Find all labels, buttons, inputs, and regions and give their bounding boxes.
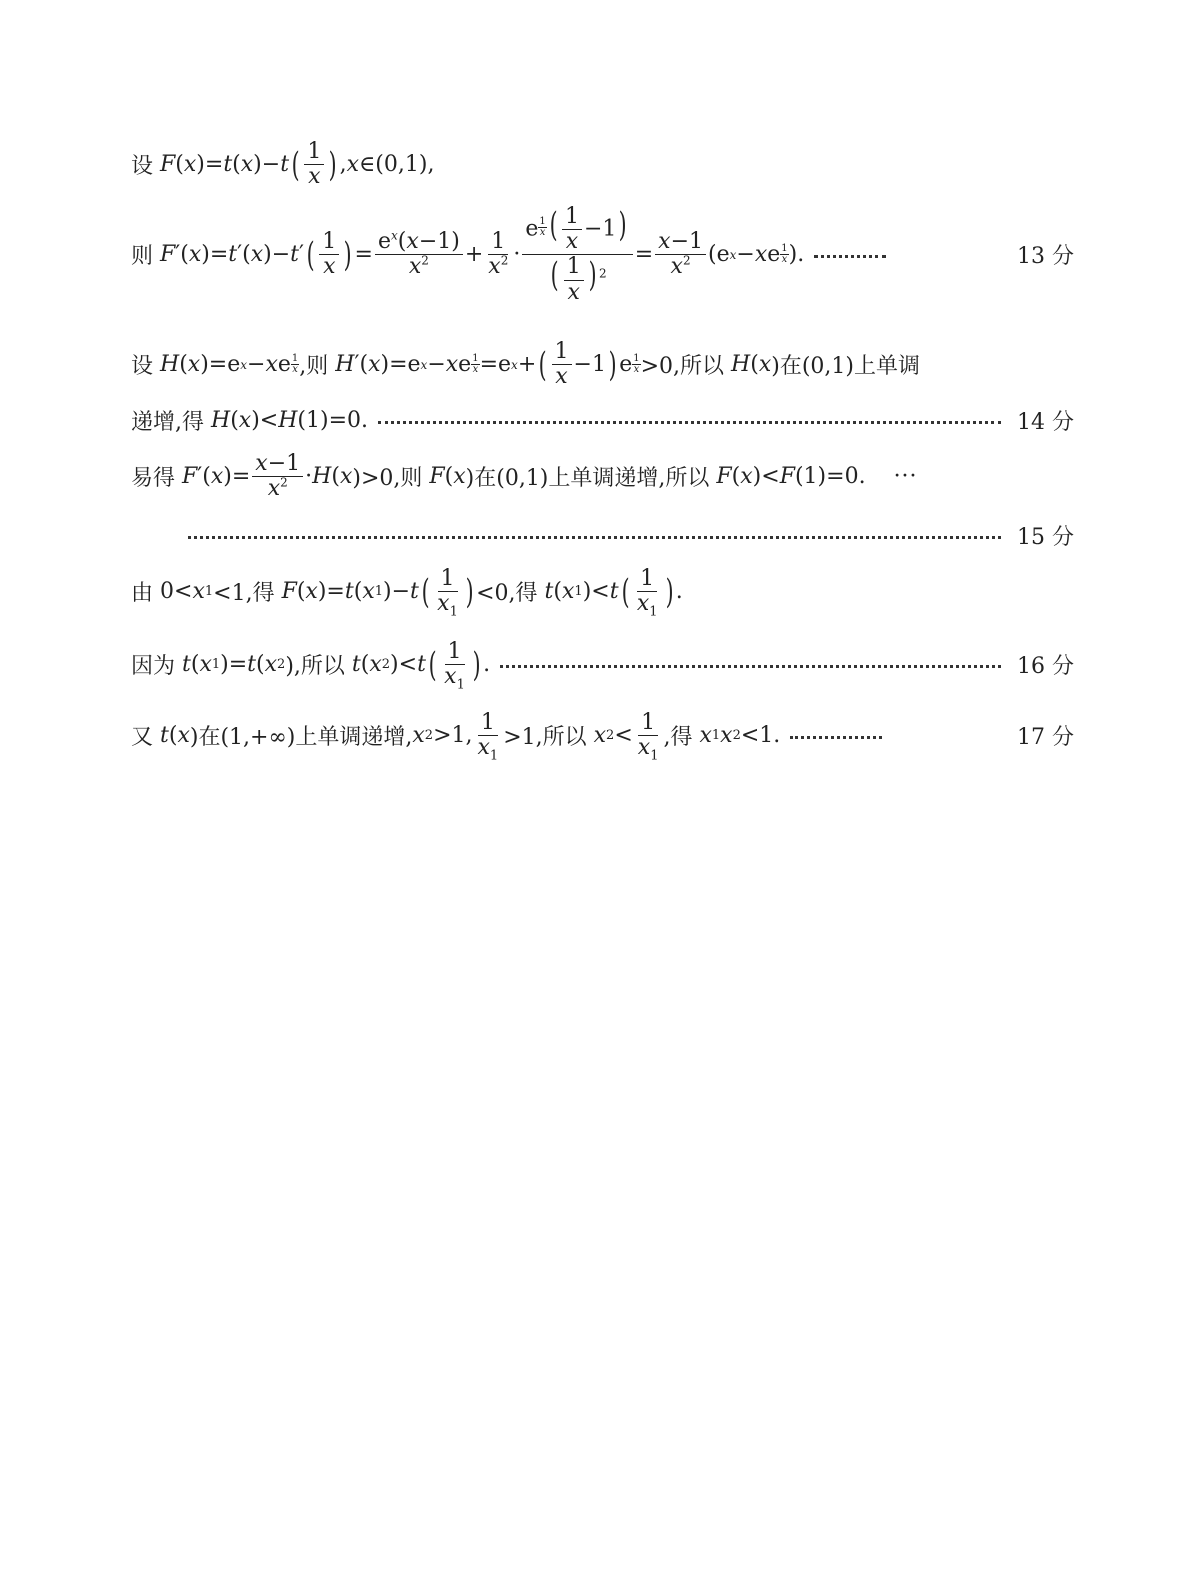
score-16: 16 分 <box>1017 654 1074 680</box>
line-5: 易得 F ′( x )= $\frac{x-1}{x^2}$ · H ( x )>0,则 F ( x )在(0,1)上单调递增,所以 F ( x )< F (1)=0. ··· <box>131 451 918 502</box>
line-3: 设 H ( x )=e x − x e $\frac{1}{x}$ ,则 H ′( x )=e x − x e $\frac{1}{x}$ =e x + ( $\frac{1}{x}$ −1 ) e $\frac{1}{x}$ >0,所以 H ( x )在(0,1)上单调 <box>131 339 920 390</box>
line-8: 又 t ( x )在(1,+∞)上单调递增, x 2 >1, $\frac{1}{x_1}$ >1,所以 x 2 < $\frac{1}{x_1}$ ,得 x 1 x 2 <1. 17 分 <box>131 710 1074 764</box>
line-7: 因为 t ( x 1 )= t ( x 2 ),所以 t ( x 2 )< t ( $\frac{1}{x_1}$ ) . 16 分 <box>131 639 1074 693</box>
score-14: 14 分 <box>1017 410 1074 435</box>
dot-leader <box>500 665 1001 668</box>
line-5-leader <box>188 520 1074 551</box>
line-2: 则 F ′( x )= t ′( x )− t ′ ( $\frac{1}{x}$ ) = $\frac{e^x(x-1)}{x^2}$ + $\frac{1}{x^2}$ · e $\frac{1}{x}$ ( $\frac{1}{x}$ −1) ( $\frac{1}{x}$ ) $^2$ = $\frac{x-1}{x^2}$ (e x − x e $\frac{1}{x}$ ). 13 分 <box>131 204 1074 305</box>
score-13: 13 分 <box>1017 244 1074 270</box>
score-15: 15 分 <box>1017 525 1074 550</box>
line-1: 设 F ( x )= t ( x )− t ( $\frac{1}{x}$ ) , x ∈(0,1), <box>131 139 435 190</box>
score-17: 17 分 <box>1017 725 1074 751</box>
dot-leader <box>790 736 882 739</box>
line-6: 由 0< x 1 <1,得 F ( x )= t ( x 1 )− t ( $\frac{1}{x_1}$ ) <0,得 t ( x 1 )< t ( $\frac{1}{x_1}$ ) . <box>131 566 683 620</box>
dot-leader <box>814 255 886 258</box>
dot-leader <box>188 536 1001 539</box>
line-4: 递增,得 H ( x )< H (1)=0. 14 分 <box>131 405 1074 436</box>
dot-leader <box>378 421 1001 424</box>
